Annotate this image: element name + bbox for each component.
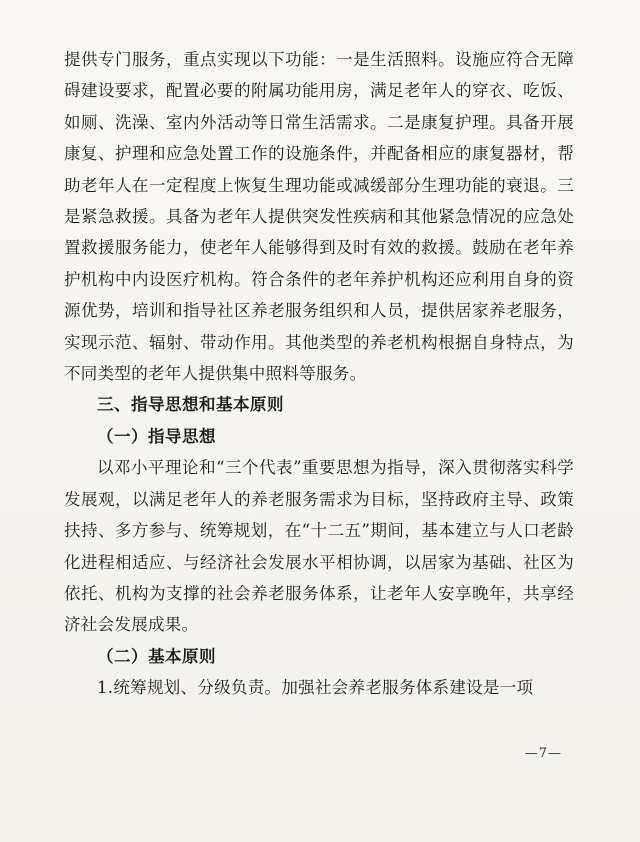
subsection-heading: （二）基本原则 bbox=[97, 646, 216, 666]
subsection-heading: （一）指导思想 bbox=[97, 426, 216, 446]
body-paragraph: 1.统筹规划、分级负责。加强社会养老服务体系建设是一项 bbox=[97, 678, 534, 698]
body-paragraph: 以邓小平理论和“三个代表”重要思想为指导，深入贯彻落实科学发展观，以满足老年人的养老服务需求为目标，坚持政府主导、政策扶持、多方参与、统筹规划，在“十二五”期间，基本建立与人口老龄化进程相适应、与经济社会发展水平相协调，以居家为基础、社区为依托、机构为支撑的社会养老服务体系，让老年人安享晚年，共享经济社会发展成果。 bbox=[64, 458, 574, 635]
section-heading: 三、指导思想和基本原则 bbox=[97, 395, 284, 415]
body-paragraph: 提供专门服务，重点实现以下功能：一是生活照料。设施应符合无障碍建设要求，配置必要的附属功能用房，满足老年人的穿衣、吃饭、如厕、洗澡、室内外活动等日常生活需求。二是康复护理。具备开展康复、护理和应急处置工作的设施条件，并配备相应的康复器材，帮助老年人在一定程度上恢复生理功能或减缓部分生理功能的衰退。三是紧急救援。具备为老年人提供突发性疾病和其他紧急情况的应急处置救援服务能力，使老年人能够得到及时有效的救援。鼓励在老年养护机构中内设医疗机构。符合条件的老年养护机构还应利用自身的资源优势，培训和指导社区养老服务组织和人员，提供居家养老服务，实现示范、辐射、带动作用。其他类型的养老机构根据自身特点，为不同类型的老年人提供集中照料等服务。 bbox=[64, 50, 574, 384]
page-number: —7— bbox=[524, 746, 562, 761]
document-body bbox=[64, 44, 574, 704]
